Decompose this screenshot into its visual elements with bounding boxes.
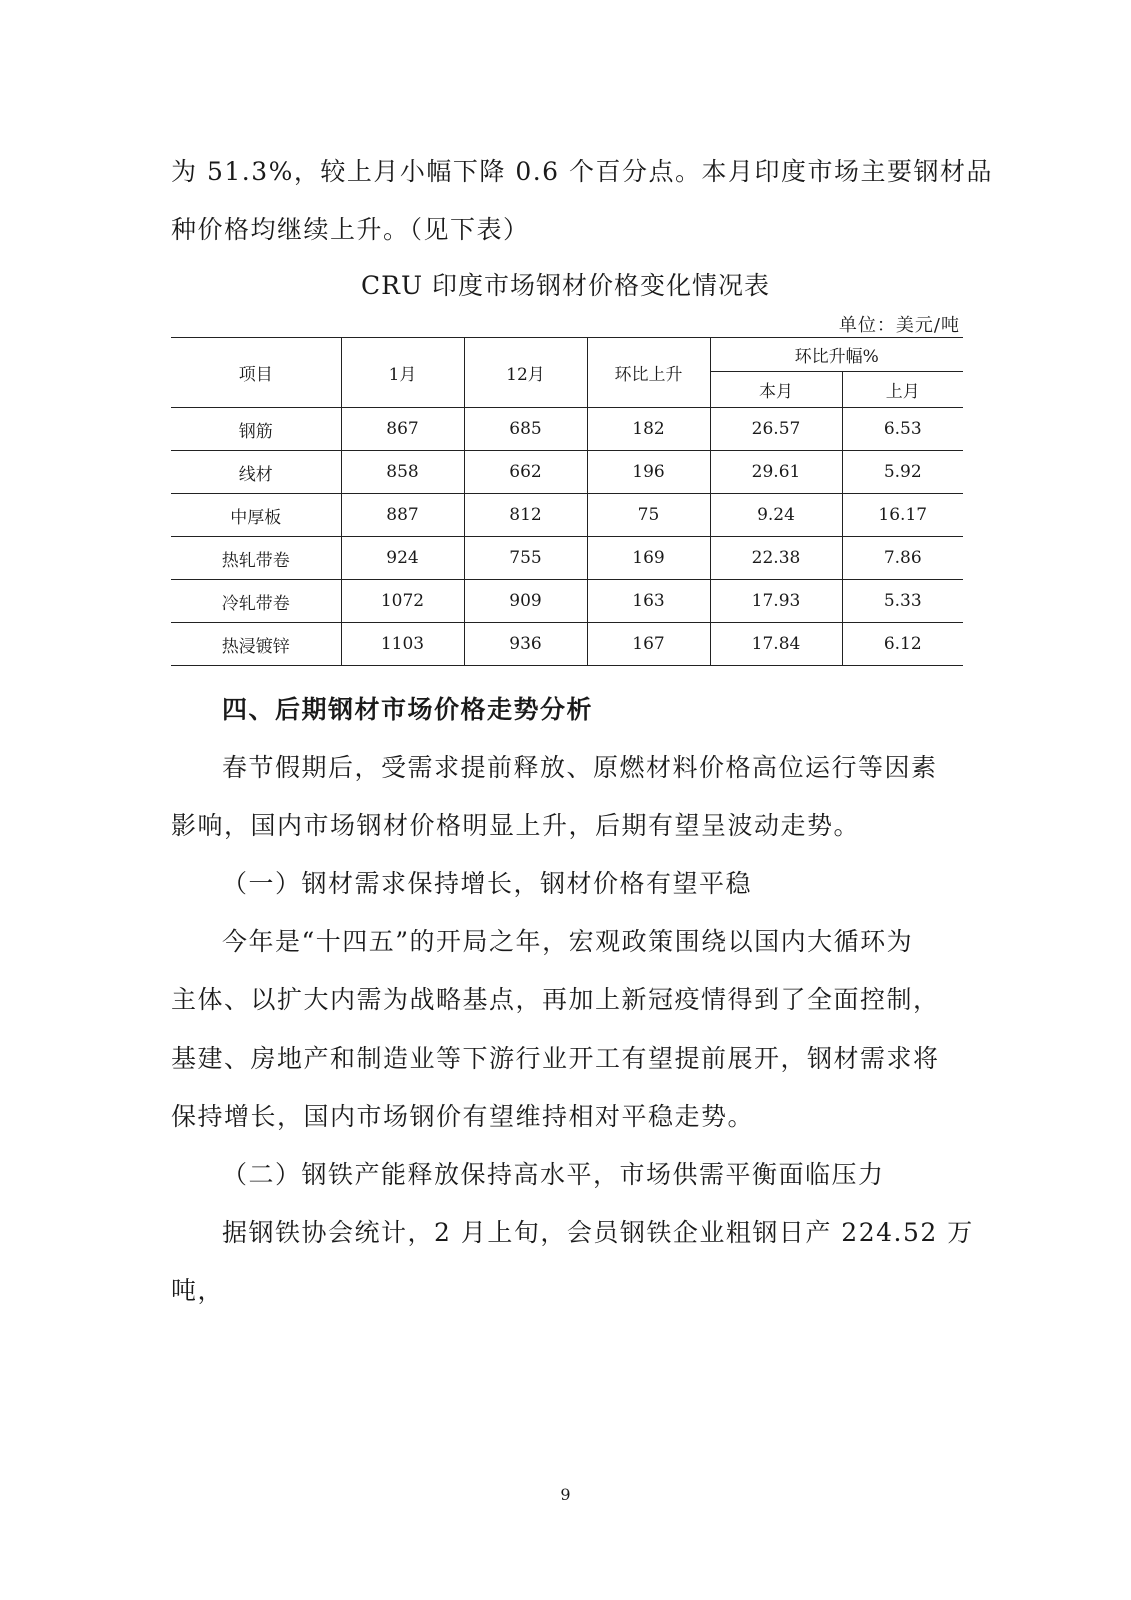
header-mom-rise: 环比上升 [587,338,710,408]
table-title: CRU 印度市场钢材价格变化情况表 [361,271,770,300]
cell-rise: 196 [587,451,710,494]
table-row [171,537,963,580]
cell-this: 26.57 [710,408,842,451]
cell-this: 17.93 [710,580,842,623]
cell-jan: 924 [341,537,464,580]
cell-last: 16.17 [842,494,963,537]
header-jan: 1月 [341,338,464,408]
cell-last: 5.33 [842,580,963,623]
cell-rise: 182 [587,408,710,451]
cell-dec: 812 [464,494,587,537]
header-this-month: 本月 [710,372,842,408]
cell-item: 热浸镀锌 [171,623,341,666]
cell-item: 钢筋 [171,408,341,451]
cell-last: 7.86 [842,537,963,580]
para3-line-1: 据钢铁协会统计，2 月上旬，会员钢铁企业粗钢日产 224.52 万 [222,1218,974,1247]
cell-this: 9.24 [710,494,842,537]
cell-item: 中厚板 [171,494,341,537]
cell-jan: 867 [341,408,464,451]
para2-line-3: 基建、房地产和制造业等下游行业开工有望提前展开，钢材需求将 [171,1044,940,1073]
cell-jan: 1072 [341,580,464,623]
intro-line-2: 种价格均继续上升。（见下表） [171,215,530,244]
cell-dec: 685 [464,408,587,451]
cell-dec: 755 [464,537,587,580]
cell-this: 22.38 [710,537,842,580]
table-unit: 单位：美元/吨 [838,315,960,336]
para2-line-2: 主体、以扩大内需为战略基点，再加上新冠疫情得到了全面控制， [171,985,940,1014]
para1-line-2: 影响，国内市场钢材价格明显上升，后期有望呈波动走势。 [171,811,861,840]
cell-item: 线材 [171,451,341,494]
cell-rise: 75 [587,494,710,537]
subheading-2: （二）钢铁产能释放保持高水平，市场供需平衡面临压力 [222,1160,885,1189]
cell-dec: 909 [464,580,587,623]
table-row [171,623,963,666]
cell-rise: 169 [587,537,710,580]
cell-this: 29.61 [710,451,842,494]
price-table [171,337,963,666]
cell-last: 6.53 [842,408,963,451]
cell-last: 6.12 [842,623,963,666]
table-row [171,580,963,623]
para2-line-1: 今年是“十四五”的开局之年，宏观政策围绕以国内大循环为 [222,927,914,956]
para1-line-1: 春节假期后，受需求提前释放、原燃材料价格高位运行等因素 [222,753,938,782]
section-heading: 四、后期钢材市场价格走势分析 [222,695,594,724]
intro-line-1: 为 51.3%，较上月小幅下降 0.6 个百分点。本月印度市场主要钢材品 [171,157,994,186]
header-last-month: 上月 [842,372,963,408]
cell-rise: 167 [587,623,710,666]
table-row [171,494,963,537]
para3-line-2: 吨， [171,1276,225,1305]
header-dec: 12月 [464,338,587,408]
cell-jan: 1103 [341,623,464,666]
cell-item: 冷轧带卷 [171,580,341,623]
para2-line-4: 保持增长，国内市场钢价有望维持相对平稳走势。 [171,1102,755,1131]
cell-rise: 163 [587,580,710,623]
table-row [171,451,963,494]
page-number: 9 [560,1485,571,1504]
cell-last: 5.92 [842,451,963,494]
cell-jan: 887 [341,494,464,537]
header-item: 项目 [171,338,341,408]
header-mom-pct: 环比升幅% [710,338,963,372]
cell-item: 热轧带卷 [171,537,341,580]
cell-dec: 936 [464,623,587,666]
cell-jan: 858 [341,451,464,494]
cell-this: 17.84 [710,623,842,666]
table-row [171,408,963,451]
subheading-1: （一）钢材需求保持增长，钢材价格有望平稳 [222,869,753,898]
cell-dec: 662 [464,451,587,494]
